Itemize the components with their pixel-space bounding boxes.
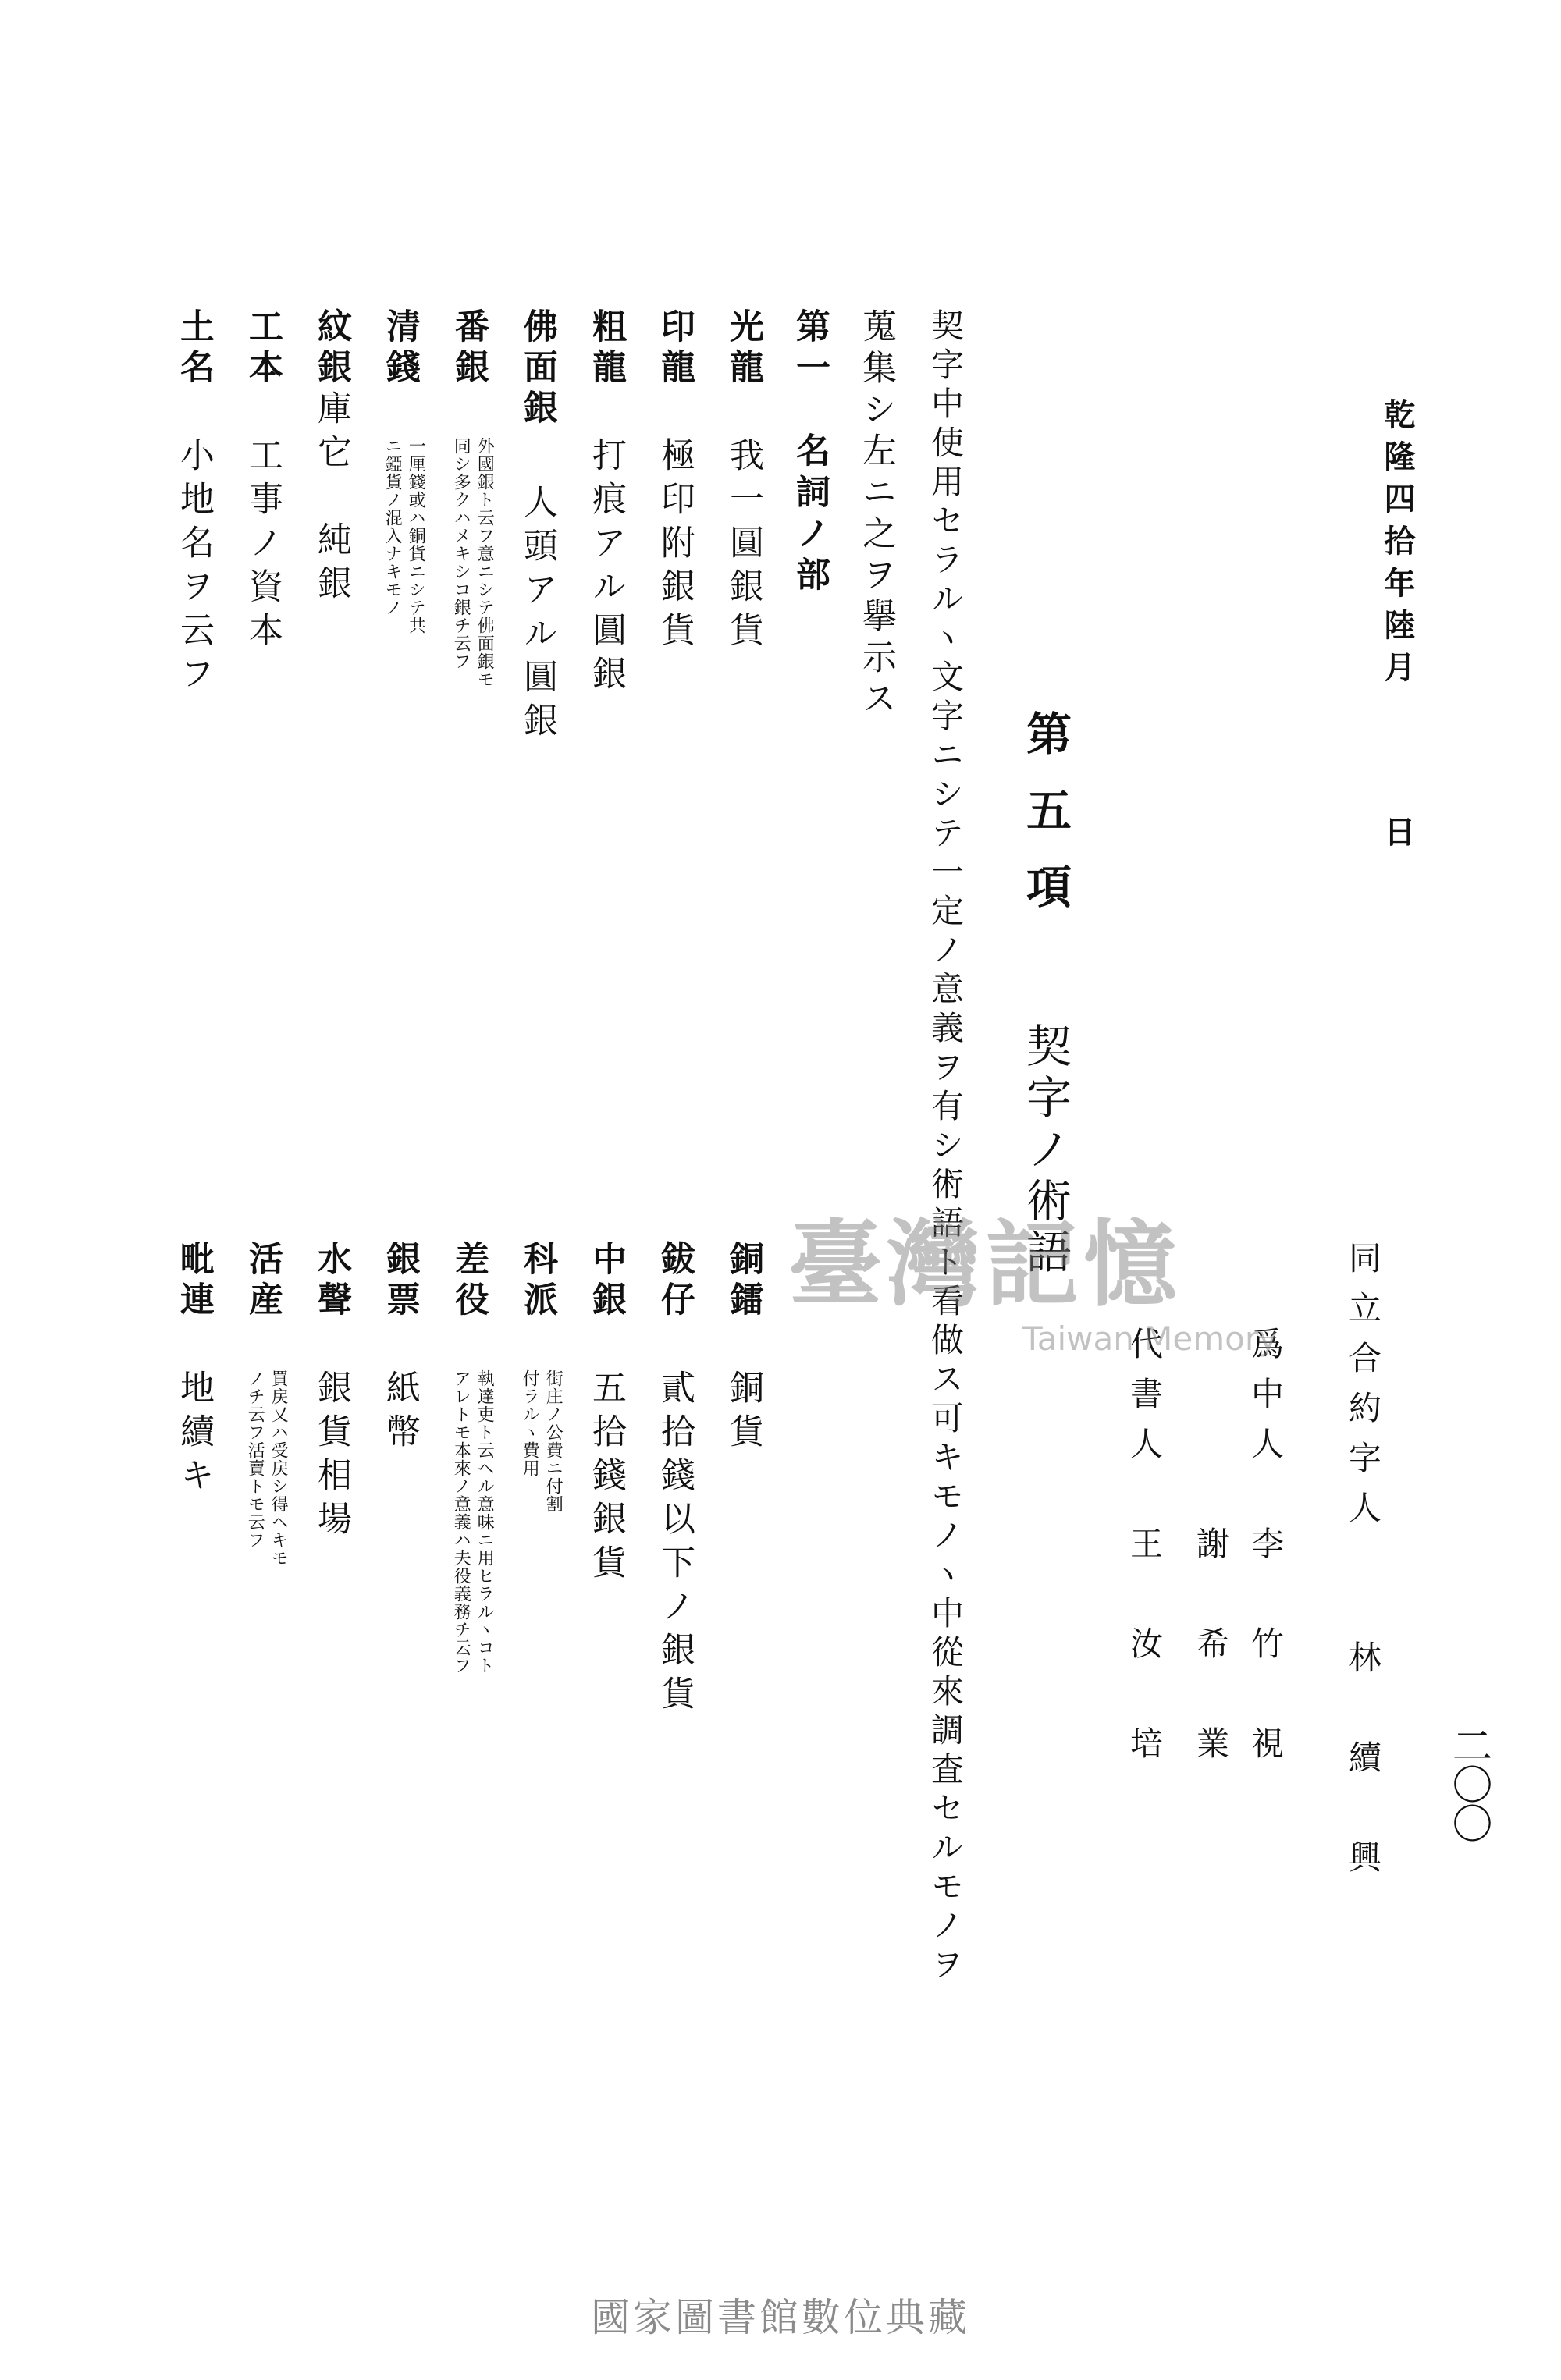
term-qingqian: 清錢 (380, 308, 420, 389)
defn-yinpiao: 紙幣 (380, 1369, 420, 1457)
term-yinpiao: 銀票 (380, 1241, 420, 1322)
defn-tonglei: 銅貨 (724, 1369, 763, 1457)
term-fanyin: 番銀 (449, 308, 489, 389)
term-wenyin: 紋銀 (311, 308, 351, 389)
signatory-scribe: 代書人 王 汝 培 (1125, 1327, 1164, 1776)
page-number: 二〇〇 (1445, 1725, 1492, 1842)
term-zhongyin: 中銀 (586, 1241, 626, 1322)
note-qingqian-1: 一厘錢或ハ銅貨ニシテ共 (406, 437, 426, 634)
note-qingqian-2: ニ錏貨ノ混入ナキモノ (382, 437, 403, 616)
part-heading: 第一 名詞ノ部 (790, 308, 830, 598)
defn-foumianyin: 人頭アル圓銀 (517, 484, 557, 746)
note-kepai-1: 街庄ノ公費ニ付割 (543, 1369, 564, 1513)
term-gongben: 工本 (243, 308, 283, 389)
section-title: 第五項 (1019, 710, 1072, 940)
term-huochan: 活産 (243, 1241, 283, 1322)
defn-tuming: 小地名ヲ云フ (174, 437, 214, 699)
contract-date: 乾隆四拾年陸月 (1379, 398, 1416, 693)
defn-wenyin: 庫它 純銀 (311, 390, 351, 609)
term-guanglong: 光龍 (724, 308, 763, 389)
defn-shuisheng: 銀貨相場 (311, 1369, 351, 1544)
signatory-middleman-1: 爲中人 李 竹 視 (1246, 1327, 1285, 1776)
term-tuming: 土名 (174, 308, 214, 389)
note-chaiyi-2: アレトモ本來ノ意義ハ夫役義務チ云フ (451, 1369, 471, 1675)
term-chaiyi: 差役 (449, 1241, 489, 1322)
defn-yinlong: 極印附銀貨 (655, 437, 695, 655)
signatory-middleman-2: 謝 希 業 (1192, 1327, 1230, 1776)
note-kepai-2: 付ラルヽ費用 (520, 1369, 540, 1477)
defn-gongben: 工事ノ資本 (243, 437, 283, 655)
term-kepai: 科派 (517, 1241, 557, 1322)
term-foumianyin: 佛面銀 (517, 308, 557, 430)
defn-pilian: 地續キ (174, 1369, 214, 1501)
term-yinlong: 印龍 (655, 308, 695, 389)
section-subtitle: 契字ノ術語 (1019, 1022, 1072, 1280)
watermark-en: Taiwan Memory (1022, 1320, 1278, 1358)
watermark-cjk: 臺灣記憶 (788, 1211, 1182, 1320)
note-fanyin-2: 同シ多クハメキシコ銀チ云フ (451, 437, 471, 670)
intro-line-1: 契字中使用セラルヽ文字ニシテ一定ノ意義ヲ有シ術語ト看做ス可キモノヽ中從來調査セルモノヲ (926, 308, 965, 1986)
note-huochan-1: 買戻又ハ受戻シ得ヘキモ (268, 1369, 289, 1567)
term-culong: 粗龍 (586, 308, 626, 389)
defn-guanglong: 我一圓銀貨 (724, 437, 763, 655)
defn-zhongyin: 五拾錢銀貨 (586, 1369, 626, 1588)
intro-line-2: 蒐集シ左ニ之ヲ擧示ス (856, 308, 896, 722)
contract-day: 日 (1379, 815, 1416, 858)
defn-bazai: 貳拾錢以下ノ銀貨 (655, 1369, 695, 1719)
footer-collection: 國家圖書館數位典藏 (591, 2295, 970, 2340)
term-shuisheng: 水聲 (311, 1241, 351, 1322)
term-bazai: 鈸仔 (655, 1241, 695, 1322)
term-pilian: 毗連 (174, 1241, 214, 1322)
term-tonglei: 銅鐳 (724, 1241, 763, 1322)
note-fanyin-1: 外國銀ト云フ意ニシテ佛面銀モ (475, 437, 495, 688)
defn-culong: 打痕アル圓銀 (586, 437, 626, 699)
signatory-principal: 同立合約字人 林 續 興 (1344, 1241, 1382, 1890)
note-huochan-2: ノチ云フ活賣トモ云フ (245, 1369, 265, 1549)
note-chaiyi-1: 執達吏ト云ヘル意味ニ用ヒラルヽコト (475, 1369, 495, 1675)
